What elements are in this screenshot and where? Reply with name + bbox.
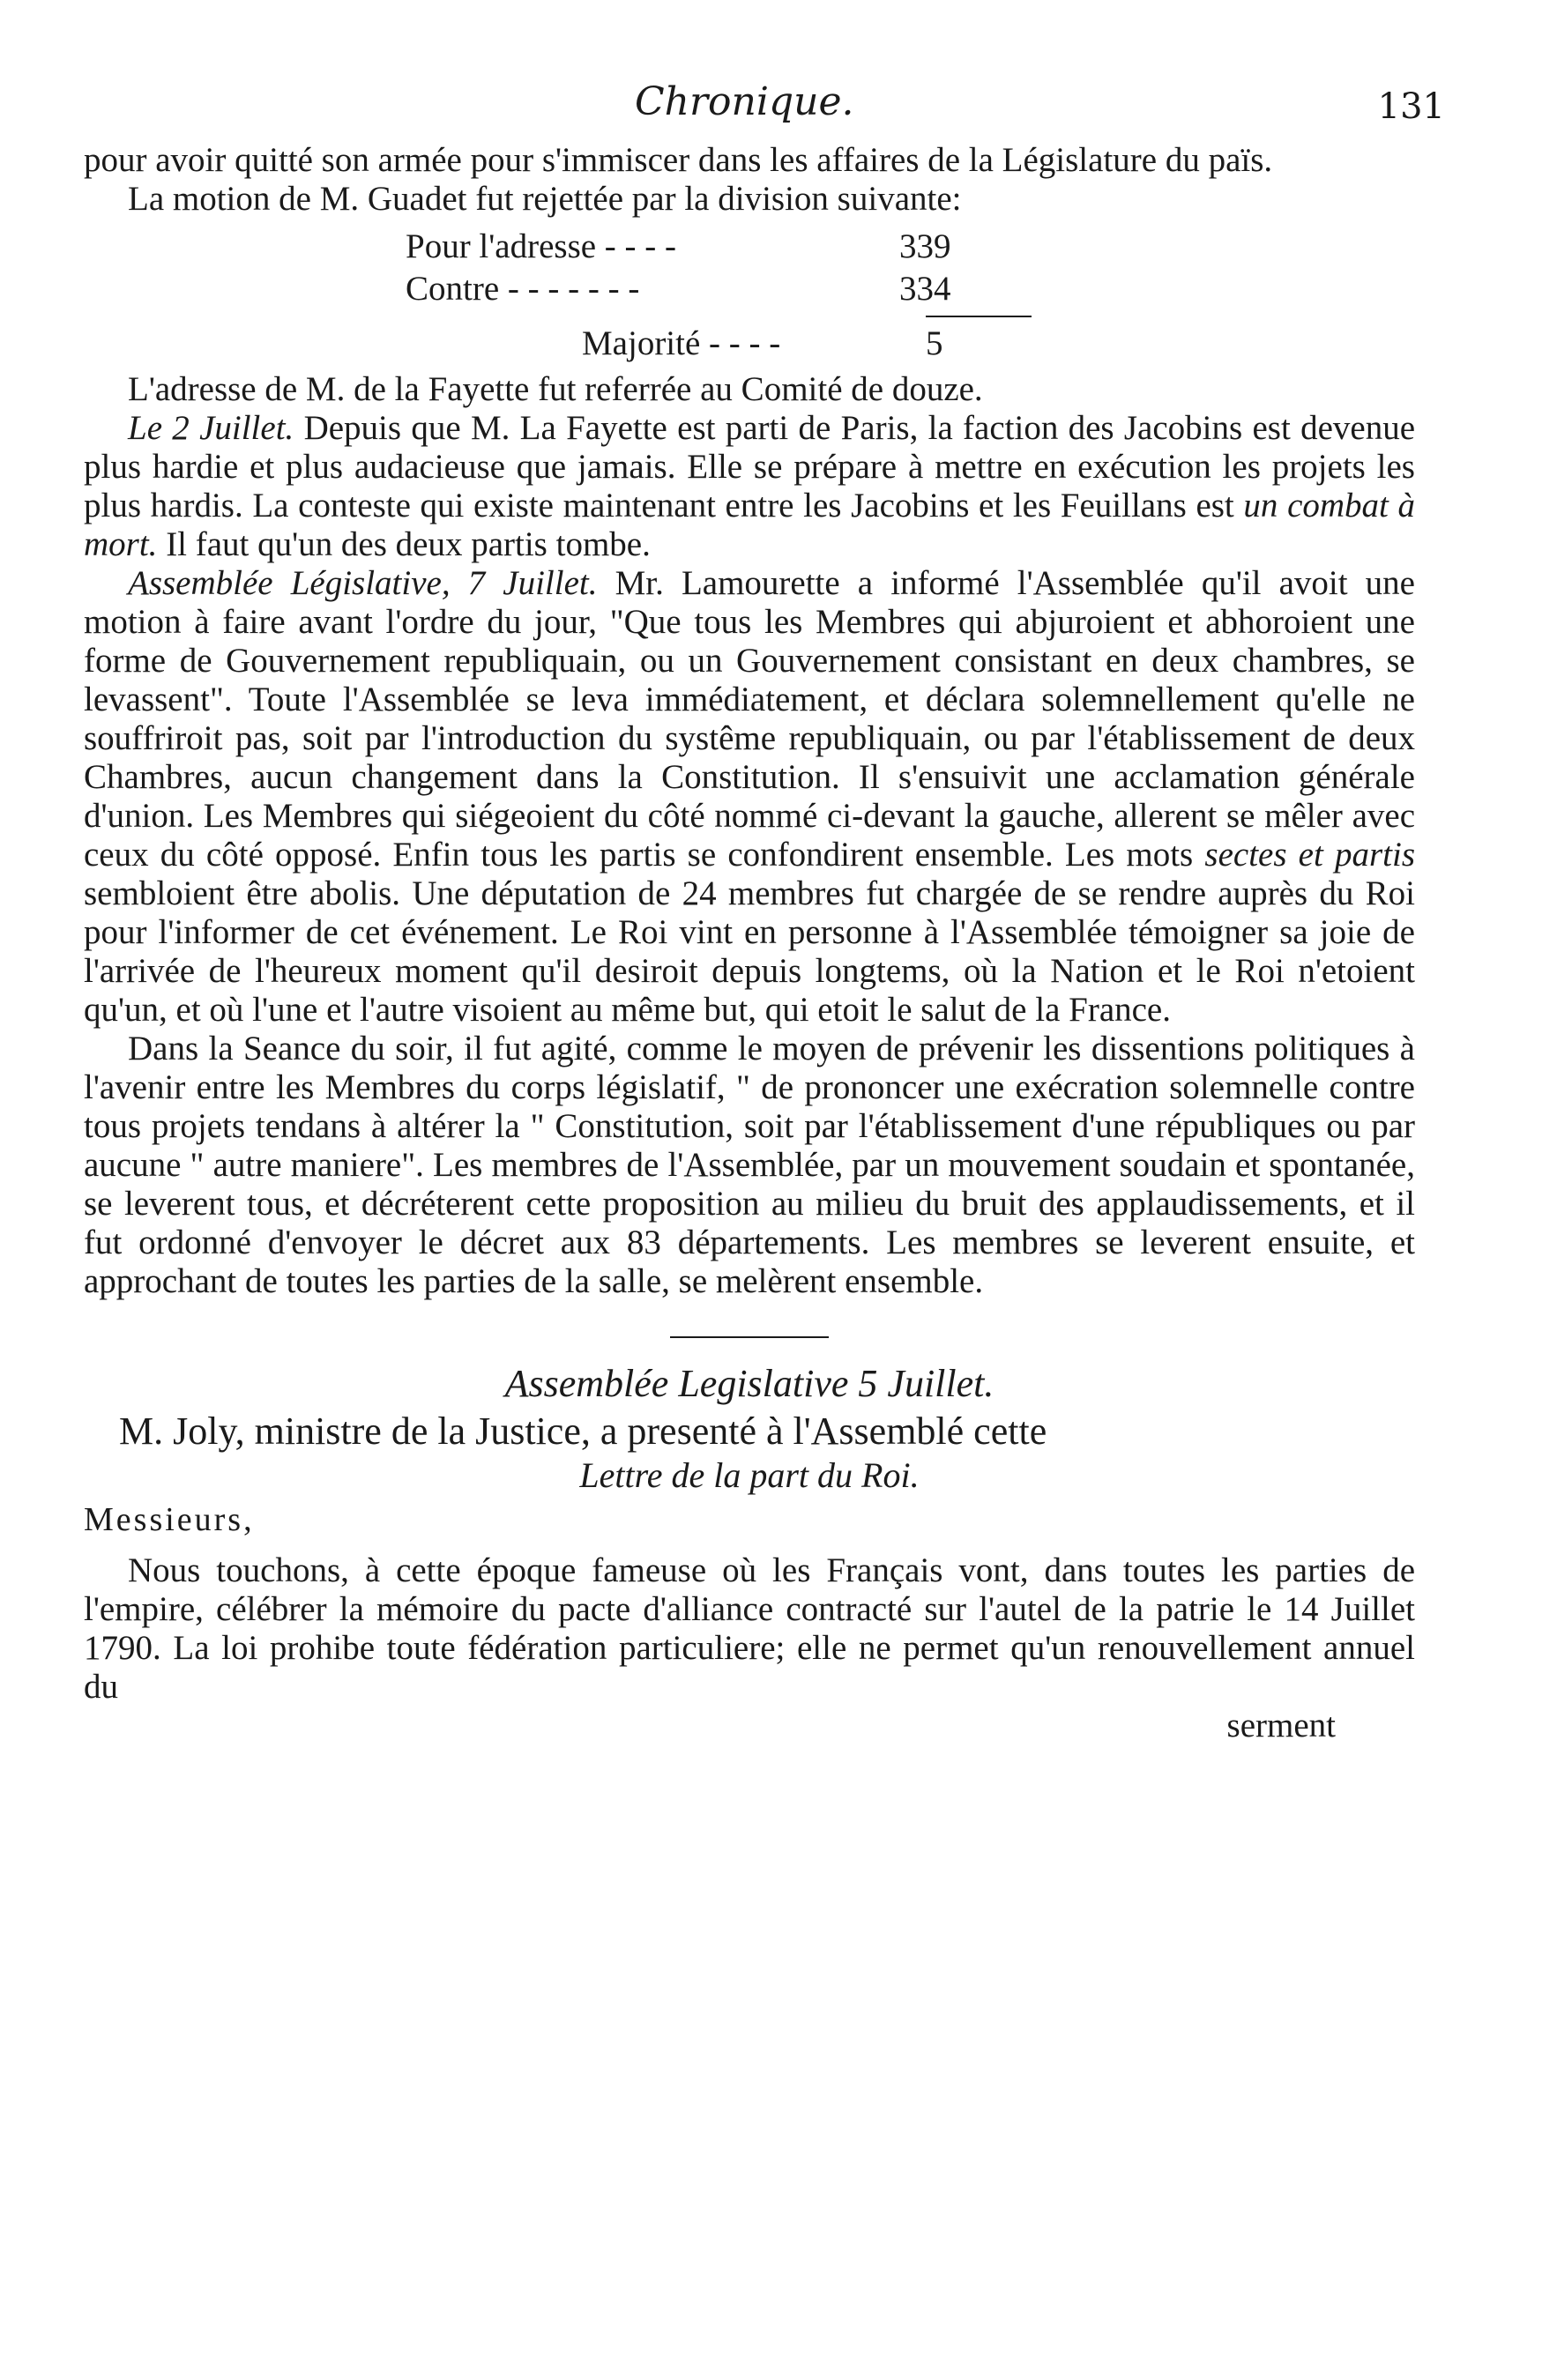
entry-date: Le 2 Juillet. — [128, 409, 294, 447]
catchword: serment — [1226, 1707, 1336, 1744]
paragraph-2: La motion de M. Guadet fut rejettée par la division suivante: — [128, 180, 962, 218]
page-header — [0, 79, 1542, 132]
minister-line: M. Joly, ministre de la Justice, a presenté à l'Assemblé cette — [119, 1409, 1047, 1453]
section-title: Assemblée Legislative 5 Juillet. — [504, 1362, 994, 1405]
entry-emphasis: sectes et partis — [1204, 836, 1415, 874]
paragraph-3: L'adresse de M. de la Fayette fut referrée au Comité de douze. — [128, 370, 983, 408]
running-title: Chronique. — [635, 79, 854, 124]
vote-label: Pour l'adresse - - - - — [406, 227, 677, 265]
vote-value: 334 — [899, 270, 951, 308]
paragraph-5 — [84, 564, 1415, 1030]
entry-tail: sembloient être abolis. Une députation de 24 membres fut chargée de se rendre auprès du Roi pour l'informer de cet événement. Le Roi vint en personne à l'Assemblée témoigner sa joie de l'arrivée de l'heureux moment qu'il desiroit depuis longtems, où la Nation et le Roi n'etoient qu'un, et où l'une et l'autre visoient au même but, qui etoit le salut de la France. — [84, 874, 1415, 1029]
entry-text: Depuis que M. La Fayette est parti de Paris, la faction des Jacobins est devenue plus hardie et plus audacieuse que jamais. Elle se prépare à mettre en exécution les projets les plus hardis. La conteste qui existe maintenant entre les Jacobins et les Feuillans est — [84, 409, 1416, 524]
vote-value: 339 — [899, 227, 951, 265]
vote-row-pour — [406, 226, 1111, 268]
entry-lead: Assemblée Législative, 7 Juillet. — [128, 564, 598, 602]
majority-label: Majorité - - - - — [582, 324, 781, 362]
paragraph-1: pour avoir quitté son armée pour s'immiscer dans les affaires de la Législature du païs. — [84, 141, 1273, 179]
page-number: 131 — [1377, 86, 1445, 127]
paragraph-4 — [84, 409, 1415, 564]
paragraph-6: Dans la Seance du soir, il fut agité, comme le moyen de prévenir les dissentions politiques à l'avenir entre les Membres du corps législatif, " de prononcer une exécration solemnelle contre tous projets tendans à altérer la " Constitution, soit par l'établissement d'une républiques ou par aucune " autre maniere". Les membres de l'Assemblée, par un mouvement soudain et spontanée, se leverent tous, et décréterent cette proposition au milieu du bruit des applaudissements, et il fut ordonné d'envoyer le décret aux 83 départements. Les membres se leverent ensuite, et approchant de toutes les parties de la salle, se melèrent ensemble. — [84, 1030, 1415, 1300]
majority-row — [582, 324, 1415, 363]
letter-text: Nous touchons, à cette époque fameuse où les Français vont, dans toutes les parties de l'empire, célébrer la mémoire du pacte d'alliance contracté sur l'autel de la patrie le 14 Juillet 1790. La loi prohibe toute fédération particuliere; elle ne permet qu'un renouvellement annuel du — [84, 1551, 1415, 1706]
entry-emphasis: un combat à mort. — [84, 487, 1416, 563]
page-body — [84, 141, 1415, 1745]
sum-rule — [926, 316, 1032, 317]
salutation: Messieurs, — [84, 1501, 255, 1538]
entry-tail: Il faut qu'un des deux partis tombe. — [166, 525, 651, 563]
vote-table — [406, 226, 1111, 317]
vote-row-contre — [406, 268, 1111, 310]
entry-text: Mr. Lamourette a informé l'Assemblée qu'il avoit une motion à faire avant l'ordre du jour, "Que tous les Membres qui abjuroient et abhoroient une forme de Gouvernement republiquain, ou un Gouvernement consistant en deux chambres, se levassent". Toute l'Assemblée se leva immédiatement, et déclara solemnellement qu'elle ne souffriroit pas, soit par l'introduction du systême republiquain, ou par l'établissement de deux Chambres, aucun changement dans la Constitution. Il s'ensuivit une acclamation générale d'union. Les Membres qui siégeoient du côté nommé ci-devant la gauche, allerent se mêler avec ceux du côté opposé. Enfin tous les partis se confondirent ensemble. Les mots — [84, 564, 1415, 874]
section-divider — [670, 1336, 829, 1338]
majority-value: 5 — [926, 324, 943, 362]
vote-label: Contre - - - - - - - — [406, 270, 640, 308]
letter-title: Lettre de la part du Roi. — [579, 1455, 920, 1495]
